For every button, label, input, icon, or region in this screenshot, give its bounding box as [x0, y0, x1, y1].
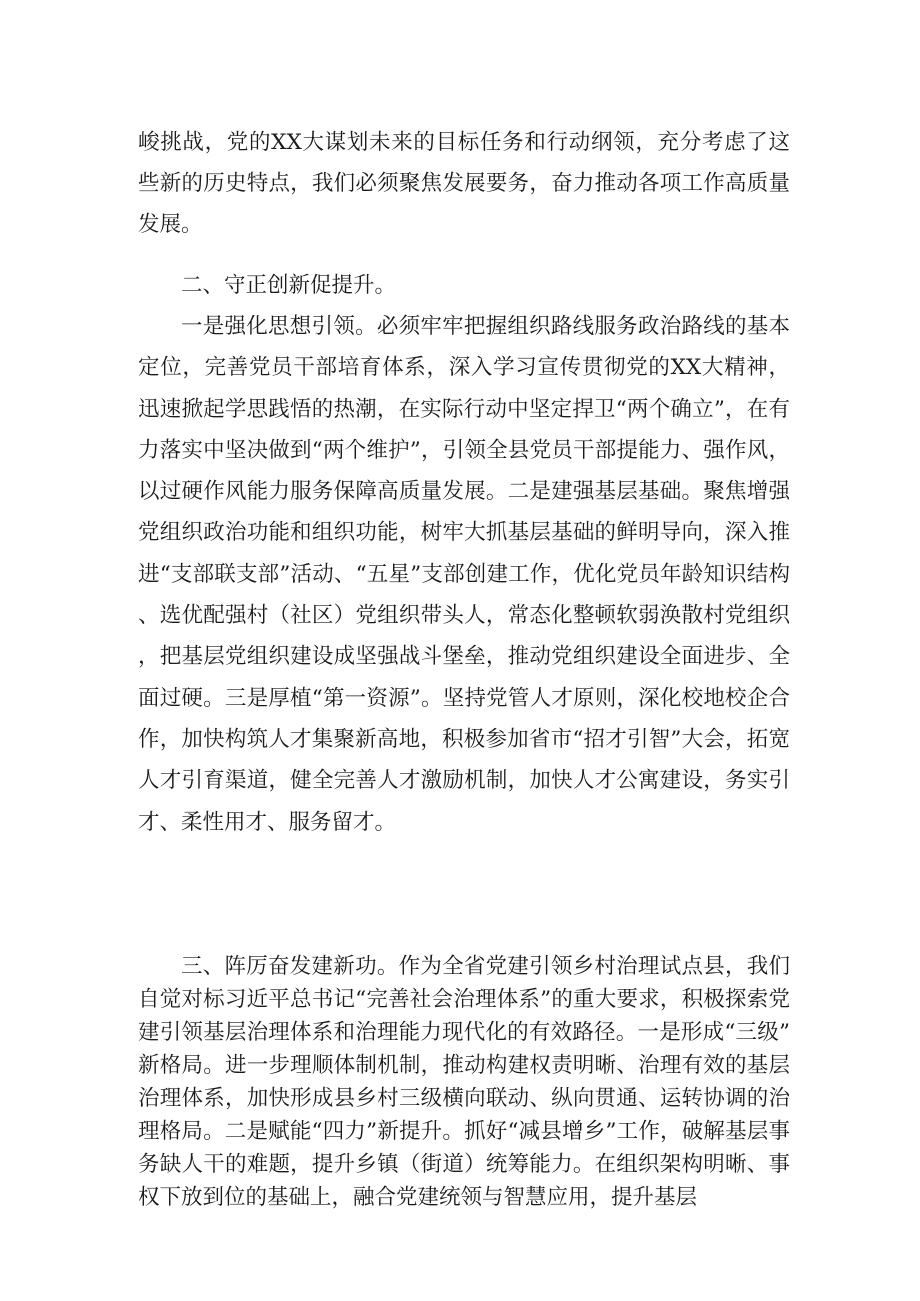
paragraph-section-2-body: 一是强化思想引领。必须牢牢把握组织路线服务政治路线的基本定位，完善党员干部培育体系，深入学习宣传贯彻党的XX大精神，迅速掀起学思践悟的热潮，在实际行动中坚定捍卫“两个确立”，在有力落实中坚决做到“两个维护”，引领全县党员干部提能力、强作风，以过硬作风能力服务保障高质量发展。二是建强基层基础。聚焦增强党组织政治功能和组织功能，树牢大抓基层基础的鲜明导向，深入推进“支部联支部”活动、“五星”支部创建工作，优化党员年龄知识结构、选优配强村（社区）党组织带头人，常态化整顿软弱涣散村党组织，把基层党组织建设成坚强战斗堡垒，推动党组织建设全面进步、全面过硬。三是厚植“第一资源”。坚持党管人才原则，深化校地校企合作，加快构筑人才集聚新高地，积极参加省市“招才引智”大会，拓宽人才引育渠道，健全完善人才激励机制，加快人才公寓建设，务实引才、柔性用才、服务留才。 [138, 314, 790, 835]
paragraph-continuation: 峻挑战，党的XX大谋划未来的目标任务和行动纲领，充分考虑了这些新的历史特点，我们必须聚焦发展要务，奋力推动各项工作高质量发展。 [138, 130, 790, 237]
section-heading-2: 二、守正创新促提升。 [181, 273, 397, 298]
paragraph-section-3: 三、阵厉奋发建新功。作为全省党建引领乡村治理试点县，我们自觉对标习近平总书记“完善社会治理体系”的重大要求，积极探索党建引领基层治理体系和治理能力现代化的有效路径。一是形成“三级”新格局。进一步理顺体制机制，推动构建权责明晰、治理有效的基层治理体系，加快形成县乡村三级横向联动、纵向贯通、运转协调的治理格局。二是赋能“四力”新提升。抓好“减县增乡”工作，破解基层事务缺人干的难题，提升乡镇（街道）统筹能力。在组织架构明晰、事权下放到位的基础上，融合党建统领与智慧应用，提升基层 [138, 954, 790, 1210]
